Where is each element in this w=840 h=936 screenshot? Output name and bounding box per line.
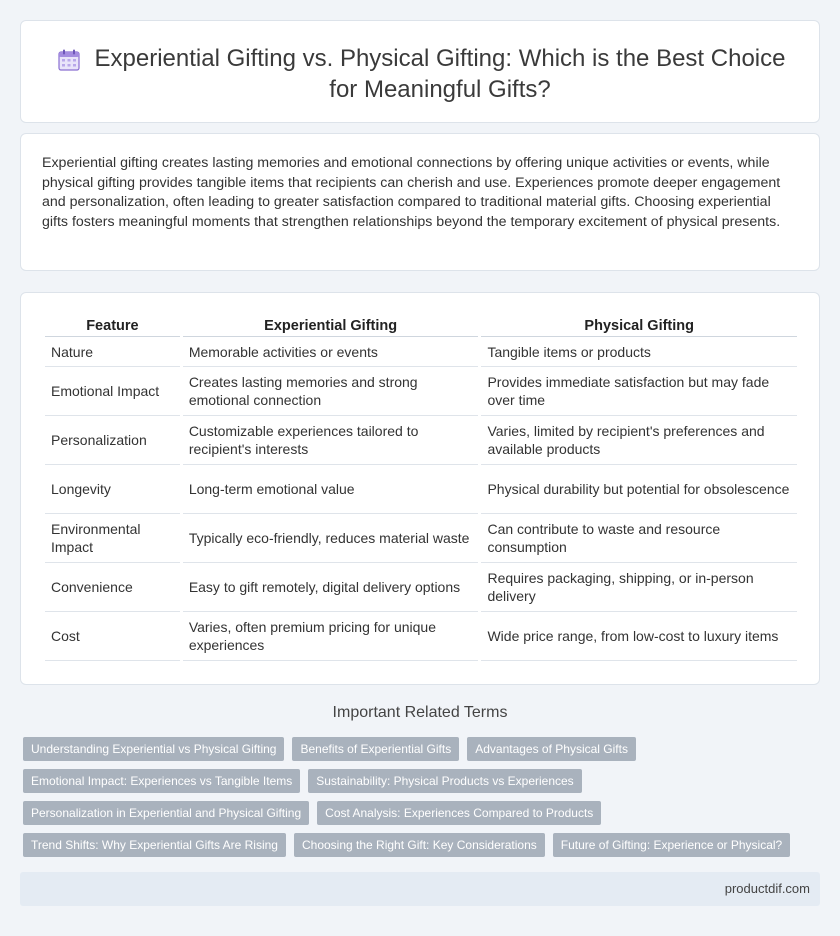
table-cell: Varies, limited by recipient's preferences and available products: [481, 416, 797, 465]
table-row: [45, 563, 797, 612]
related-term-tag[interactable]: Trend Shifts: Why Experiential Gifts Are Rising: [23, 833, 286, 857]
table-cell: Environmental Impact: [45, 514, 180, 563]
table-row: [45, 514, 797, 563]
related-term-tag[interactable]: Emotional Impact: Experiences vs Tangible Items: [23, 769, 300, 793]
title-wrap: [21, 43, 819, 105]
header-experiential: Experiential Gifting: [183, 315, 479, 337]
tag-row: [23, 769, 813, 793]
table-cell: Requires packaging, shipping, or in-person delivery: [481, 563, 797, 612]
table-cell: Creates lasting memories and strong emotional connection: [183, 367, 479, 416]
table-cell: Emotional Impact: [45, 367, 180, 416]
tag-row: [23, 801, 813, 825]
table-cell: Varies, often premium pricing for unique experiences: [183, 612, 479, 661]
related-term-tag[interactable]: Cost Analysis: Experiences Compared to Products: [317, 801, 601, 825]
tag-row: [23, 737, 813, 761]
table-cell: Longevity: [45, 465, 180, 514]
related-term-tag[interactable]: Sustainability: Physical Products vs Experiences: [308, 769, 581, 793]
table-cell: Physical durability but potential for obsolescence: [481, 465, 797, 514]
footer: [20, 872, 820, 906]
table-cell: Easy to gift remotely, digital delivery options: [183, 563, 479, 612]
footer-site-link[interactable]: productdif.com: [724, 881, 810, 896]
table-row: [45, 337, 797, 367]
table-cell: Long-term emotional value: [183, 465, 479, 514]
table-cell: Provides immediate satisfaction but may fade over time: [481, 367, 797, 416]
calendar-icon: [57, 48, 81, 72]
header-card: [20, 20, 820, 123]
table-cell: Cost: [45, 612, 180, 661]
header-feature: Feature: [45, 315, 180, 337]
comparison-table: [42, 315, 800, 661]
header-physical: Physical Gifting: [481, 315, 797, 337]
related-terms-title: Important Related Terms: [332, 704, 508, 721]
table-row: [45, 367, 797, 416]
table-cell: Nature: [45, 337, 180, 367]
table-row: [45, 416, 797, 465]
related-term-tag[interactable]: Benefits of Experiential Gifts: [292, 737, 459, 761]
table-cell: Memorable activities or events: [183, 337, 479, 367]
page-title: Experiential Gifting vs. Physical Gifting: Which is the Best Choice for Meaningful Gifts?: [94, 45, 786, 103]
related-term-tag[interactable]: Advantages of Physical Gifts: [467, 737, 636, 761]
table-cell: Convenience: [45, 563, 180, 612]
table-cell: Customizable experiences tailored to recipient's interests: [183, 416, 479, 465]
comparison-card: [20, 292, 820, 685]
intro-card: [20, 133, 820, 271]
table-cell: Wide price range, from low-cost to luxury items: [481, 612, 797, 661]
table-header-row: [45, 315, 797, 337]
intro-paragraph: Experiential gifting creates lasting memories and emotional connections by offering unique activities or events, while physical gifting provides tangible items that recipients can cherish and use. Experiences promote deeper engagement and personalization, often leading to greater satisfaction compared to traditional material gifts. Choosing experiential gifts fosters meaningful moments that strengthen relationships beyond the temporary excitement of physical presents.: [42, 155, 781, 230]
table-cell: Personalization: [45, 416, 180, 465]
table-row: [45, 612, 797, 661]
related-terms-tags: [23, 737, 813, 865]
tag-row: [23, 833, 813, 857]
related-term-tag[interactable]: Future of Gifting: Experience or Physical?: [553, 833, 790, 857]
related-term-tag[interactable]: Choosing the Right Gift: Key Considerations: [294, 833, 545, 857]
table-cell: Typically eco-friendly, reduces material waste: [183, 514, 479, 563]
table-cell: Can contribute to waste and resource consumption: [481, 514, 797, 563]
table-row: [45, 465, 797, 514]
related-term-tag[interactable]: Personalization in Experiential and Physical Gifting: [23, 801, 309, 825]
related-term-tag[interactable]: Understanding Experiential vs Physical Gifting: [23, 737, 284, 761]
table-cell: Tangible items or products: [481, 337, 797, 367]
